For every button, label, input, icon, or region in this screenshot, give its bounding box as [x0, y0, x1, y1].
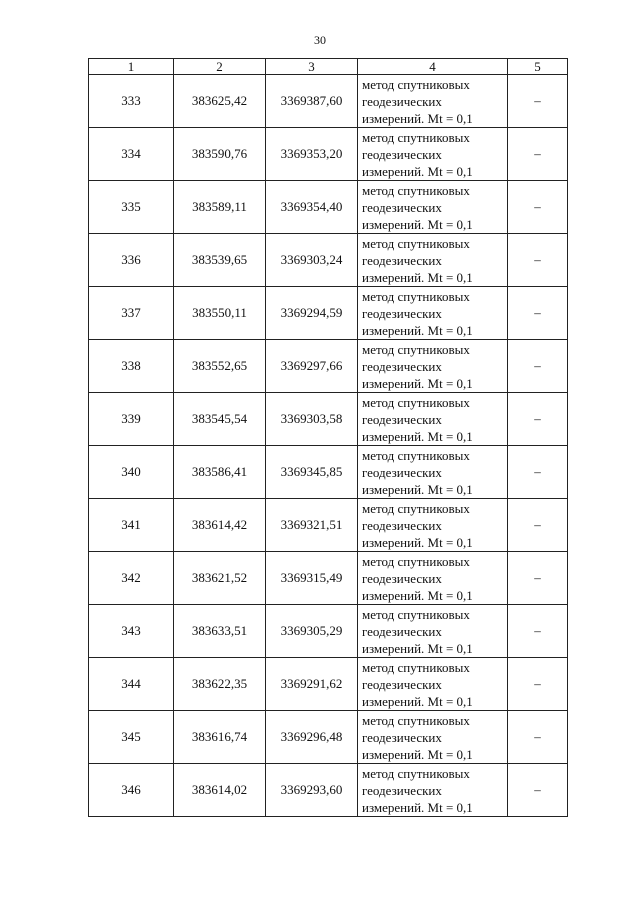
y-coordinate-cell: 3369387,60: [266, 75, 358, 128]
method-cell: метод спутниковых геодезических измерений. Mt = 0,1: [358, 287, 508, 340]
y-coordinate-cell: 3369321,51: [266, 499, 358, 552]
point-number-cell: 345: [89, 711, 174, 764]
note-cell: –: [508, 764, 568, 817]
x-coordinate-cell: 383622,35: [174, 658, 266, 711]
table-row: [89, 552, 568, 605]
x-coordinate-cell: 383545,54: [174, 393, 266, 446]
method-cell: метод спутниковых геодезических измерений. Mt = 0,1: [358, 234, 508, 287]
x-coordinate-cell: 383616,74: [174, 711, 266, 764]
table-row: [89, 234, 568, 287]
method-cell: метод спутниковых геодезических измерений. Mt = 0,1: [358, 552, 508, 605]
method-cell: метод спутниковых геодезических измерений. Mt = 0,1: [358, 393, 508, 446]
note-cell: –: [508, 605, 568, 658]
point-number-cell: 343: [89, 605, 174, 658]
header-col-5: 5: [508, 59, 568, 75]
x-coordinate-cell: 383614,42: [174, 499, 266, 552]
y-coordinate-cell: 3369296,48: [266, 711, 358, 764]
table-row: [89, 711, 568, 764]
header-row: [89, 59, 568, 75]
point-number-cell: 339: [89, 393, 174, 446]
point-number-cell: 337: [89, 287, 174, 340]
method-cell: метод спутниковых геодезических измерений. Mt = 0,1: [358, 446, 508, 499]
method-cell: метод спутниковых геодезических измерений. Mt = 0,1: [358, 711, 508, 764]
x-coordinate-cell: 383590,76: [174, 128, 266, 181]
y-coordinate-cell: 3369303,58: [266, 393, 358, 446]
table-row: [89, 340, 568, 393]
header-col-1: 1: [89, 59, 174, 75]
point-number-cell: 338: [89, 340, 174, 393]
y-coordinate-cell: 3369291,62: [266, 658, 358, 711]
header-col-4: 4: [358, 59, 508, 75]
table-row: [89, 128, 568, 181]
y-coordinate-cell: 3369303,24: [266, 234, 358, 287]
note-cell: –: [508, 552, 568, 605]
method-cell: метод спутниковых геодезических измерений. Mt = 0,1: [358, 181, 508, 234]
method-cell: метод спутниковых геодезических измерений. Mt = 0,1: [358, 128, 508, 181]
table-row: [89, 446, 568, 499]
header-col-2: 2: [174, 59, 266, 75]
method-cell: метод спутниковых геодезических измерений. Mt = 0,1: [358, 658, 508, 711]
note-cell: –: [508, 181, 568, 234]
table-row: [89, 499, 568, 552]
point-number-cell: 346: [89, 764, 174, 817]
note-cell: –: [508, 393, 568, 446]
point-number-cell: 341: [89, 499, 174, 552]
note-cell: –: [508, 711, 568, 764]
method-cell: метод спутниковых геодезических измерений. Mt = 0,1: [358, 605, 508, 658]
note-cell: –: [508, 658, 568, 711]
y-coordinate-cell: 3369345,85: [266, 446, 358, 499]
y-coordinate-cell: 3369354,40: [266, 181, 358, 234]
table-row: [89, 393, 568, 446]
table-header: [89, 59, 568, 75]
y-coordinate-cell: 3369353,20: [266, 128, 358, 181]
point-number-cell: 340: [89, 446, 174, 499]
y-coordinate-cell: 3369297,66: [266, 340, 358, 393]
x-coordinate-cell: 383550,11: [174, 287, 266, 340]
table-row: [89, 764, 568, 817]
point-number-cell: 336: [89, 234, 174, 287]
note-cell: –: [508, 75, 568, 128]
coordinates-table: [88, 58, 568, 817]
note-cell: –: [508, 287, 568, 340]
page-number: 30: [314, 33, 326, 47]
point-number-cell: 344: [89, 658, 174, 711]
note-cell: –: [508, 340, 568, 393]
x-coordinate-cell: 383625,42: [174, 75, 266, 128]
y-coordinate-cell: 3369293,60: [266, 764, 358, 817]
y-coordinate-cell: 3369305,29: [266, 605, 358, 658]
note-cell: –: [508, 128, 568, 181]
point-number-cell: 333: [89, 75, 174, 128]
x-coordinate-cell: 383539,65: [174, 234, 266, 287]
point-number-cell: 334: [89, 128, 174, 181]
y-coordinate-cell: 3369294,59: [266, 287, 358, 340]
table-row: [89, 658, 568, 711]
x-coordinate-cell: 383621,52: [174, 552, 266, 605]
x-coordinate-cell: 383586,41: [174, 446, 266, 499]
method-cell: метод спутниковых геодезических измерений. Mt = 0,1: [358, 340, 508, 393]
table-row: [89, 75, 568, 128]
point-number-cell: 342: [89, 552, 174, 605]
method-cell: метод спутниковых геодезических измерений. Mt = 0,1: [358, 75, 508, 128]
x-coordinate-cell: 383614,02: [174, 764, 266, 817]
table-row: [89, 287, 568, 340]
table-body: [89, 75, 568, 817]
method-cell: метод спутниковых геодезических измерений. Mt = 0,1: [358, 764, 508, 817]
note-cell: –: [508, 234, 568, 287]
table-row: [89, 181, 568, 234]
table-row: [89, 605, 568, 658]
x-coordinate-cell: 383552,65: [174, 340, 266, 393]
note-cell: –: [508, 499, 568, 552]
x-coordinate-cell: 383589,11: [174, 181, 266, 234]
note-cell: –: [508, 446, 568, 499]
x-coordinate-cell: 383633,51: [174, 605, 266, 658]
y-coordinate-cell: 3369315,49: [266, 552, 358, 605]
method-cell: метод спутниковых геодезических измерений. Mt = 0,1: [358, 499, 508, 552]
point-number-cell: 335: [89, 181, 174, 234]
header-col-3: 3: [266, 59, 358, 75]
